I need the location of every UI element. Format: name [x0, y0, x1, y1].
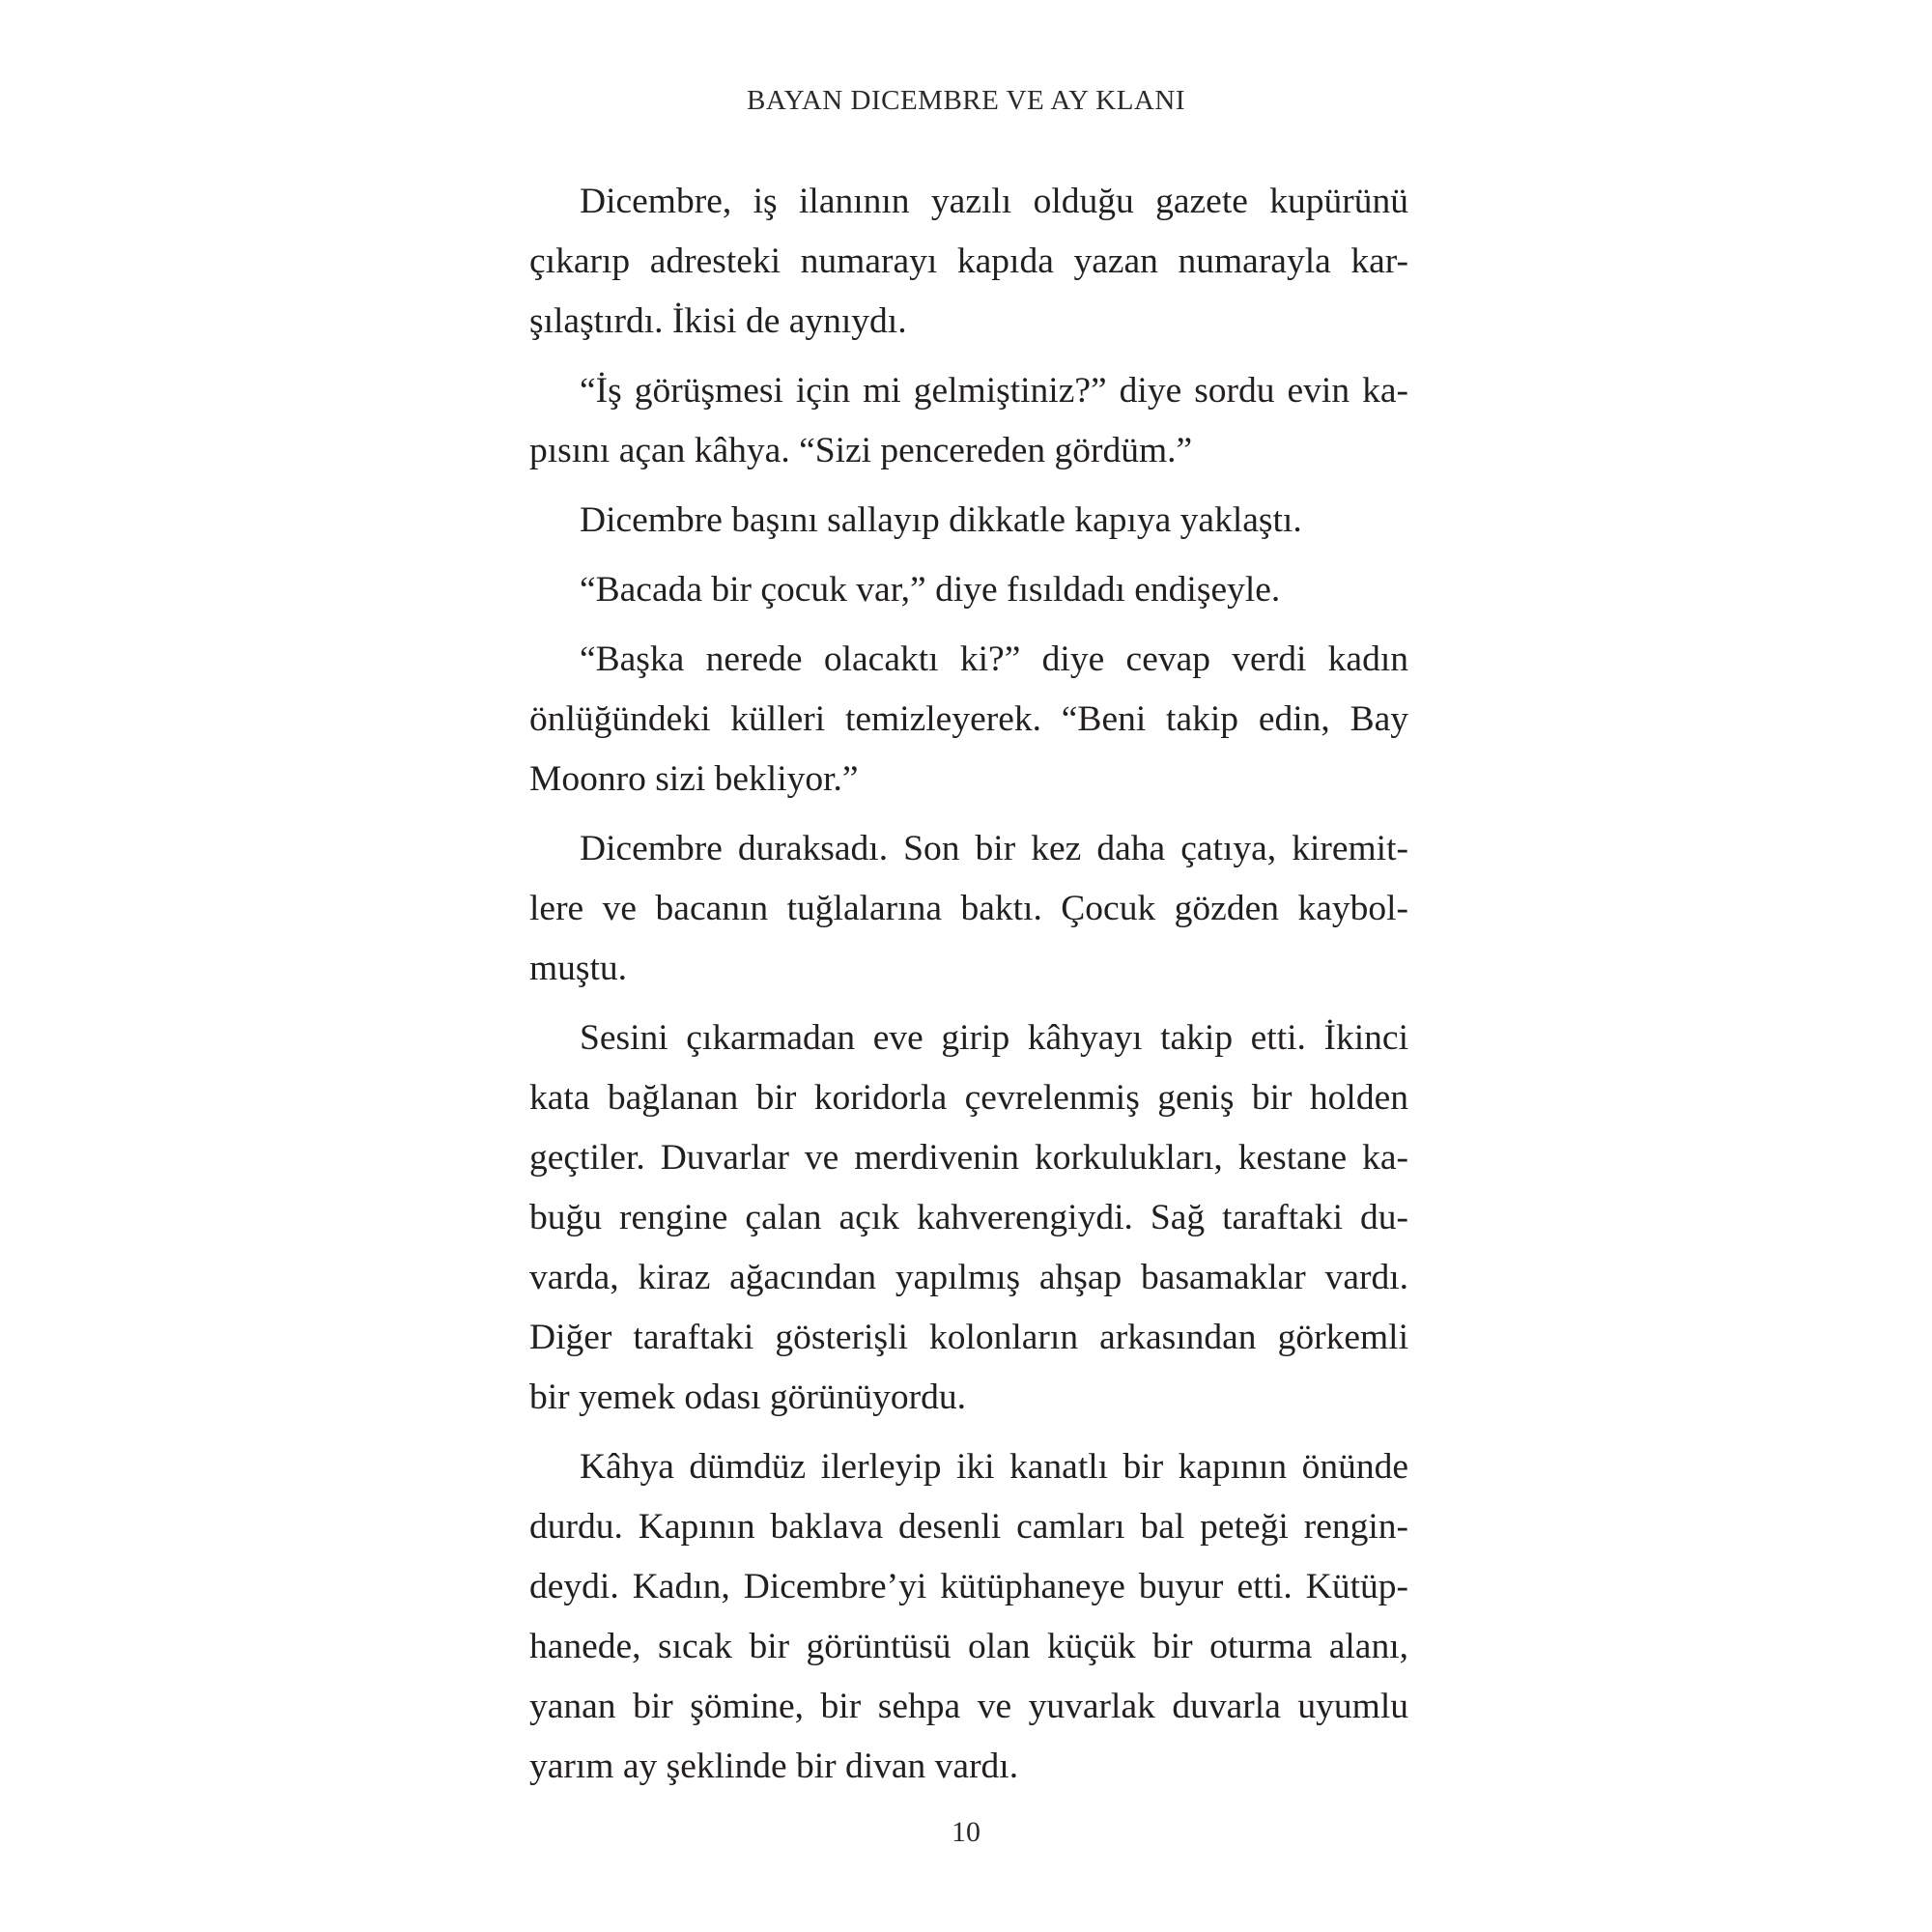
text-line: Dicembre duraksadı. Son bir kez daha çatıya, kiremit- [580, 829, 1408, 868]
text-line: muştu. [529, 949, 628, 988]
page-number: 10 [952, 1816, 980, 1848]
paragraph-2 [529, 361, 1408, 481]
text-line: varda, kiraz ağacından yapılmış ahşap basamaklar vardı. [529, 1258, 1408, 1297]
text-line: kata bağlanan bir koridorla çevrelenmiş geniş bir holden [529, 1078, 1408, 1118]
text-line: geçtiler. Duvarlar ve merdivenin korkulukları, kestane ka- [529, 1138, 1408, 1178]
text-line: yanan bir şömine, bir sehpa ve yuvarlak duvarla uyumlu [529, 1687, 1408, 1726]
text-line: Sesini çıkarmadan eve girip kâhyayı takip etti. İkinci [580, 1018, 1408, 1058]
text-line: hanede, sıcak bir görüntüsü olan küçük bir oturma alanı, [529, 1627, 1408, 1666]
text-line: Kâhya dümdüz ilerleyip iki kanatlı bir kapının önünde [580, 1447, 1408, 1487]
paragraph-8 [529, 1437, 1408, 1797]
text-line: önlüğündeki külleri temizleyerek. “Beni takip edin, Bay [529, 699, 1408, 739]
text-line: “Başka nerede olacaktı ki?” diye cevap verdi kadın [580, 639, 1408, 679]
text-line: durdu. Kapının baklava desenli camları bal peteği rengin- [529, 1507, 1408, 1547]
text-line: şılaştırdı. İkisi de aynıydı. [529, 301, 907, 341]
text-line: pısını açan kâhya. “Sizi pencereden gördüm.” [529, 431, 1193, 470]
text-line: Dicembre, iş ilanının yazılı olduğu gazete kupürünü [580, 182, 1408, 221]
running-head: BAYAN DICEMBRE VE AY KLANI [747, 85, 1185, 116]
paragraph-7 [529, 1009, 1408, 1428]
text-line: Moonro sizi bekliyor.” [529, 759, 859, 799]
text-line: çıkarıp adresteki numarayı kapıda yazan numarayla kar- [529, 242, 1408, 281]
text-line: Dicembre başını sallayıp dikkatle kapıya yaklaştı. [580, 500, 1302, 540]
paragraph-4 [529, 560, 1408, 620]
text-line: bir yemek odası görünüyordu. [529, 1378, 966, 1417]
text-line: deydi. Kadın, Dicembre’yi kütüphaneye buyur etti. Kütüp- [529, 1567, 1408, 1606]
text-line: buğu rengine çalan açık kahverengiydi. Sağ taraftaki du- [529, 1198, 1408, 1237]
paragraph-6 [529, 819, 1408, 999]
paragraph-3 [529, 491, 1408, 551]
text-line: “İş görüşmesi için mi gelmiştiniz?” diye sordu evin ka- [580, 371, 1408, 411]
text-line: yarım ay şeklinde bir divan vardı. [529, 1747, 1019, 1786]
paragraph-1 [529, 172, 1408, 352]
text-line: lere ve bacanın tuğlalarına baktı. Çocuk gözden kaybol- [529, 889, 1408, 928]
body-text [529, 172, 1408, 1806]
text-line: “Bacada bir çocuk var,” diye fısıldadı endişeyle. [580, 570, 1281, 610]
text-line: Diğer taraftaki gösterişli kolonların arkasından görkemli [529, 1318, 1408, 1357]
paragraph-5 [529, 630, 1408, 810]
